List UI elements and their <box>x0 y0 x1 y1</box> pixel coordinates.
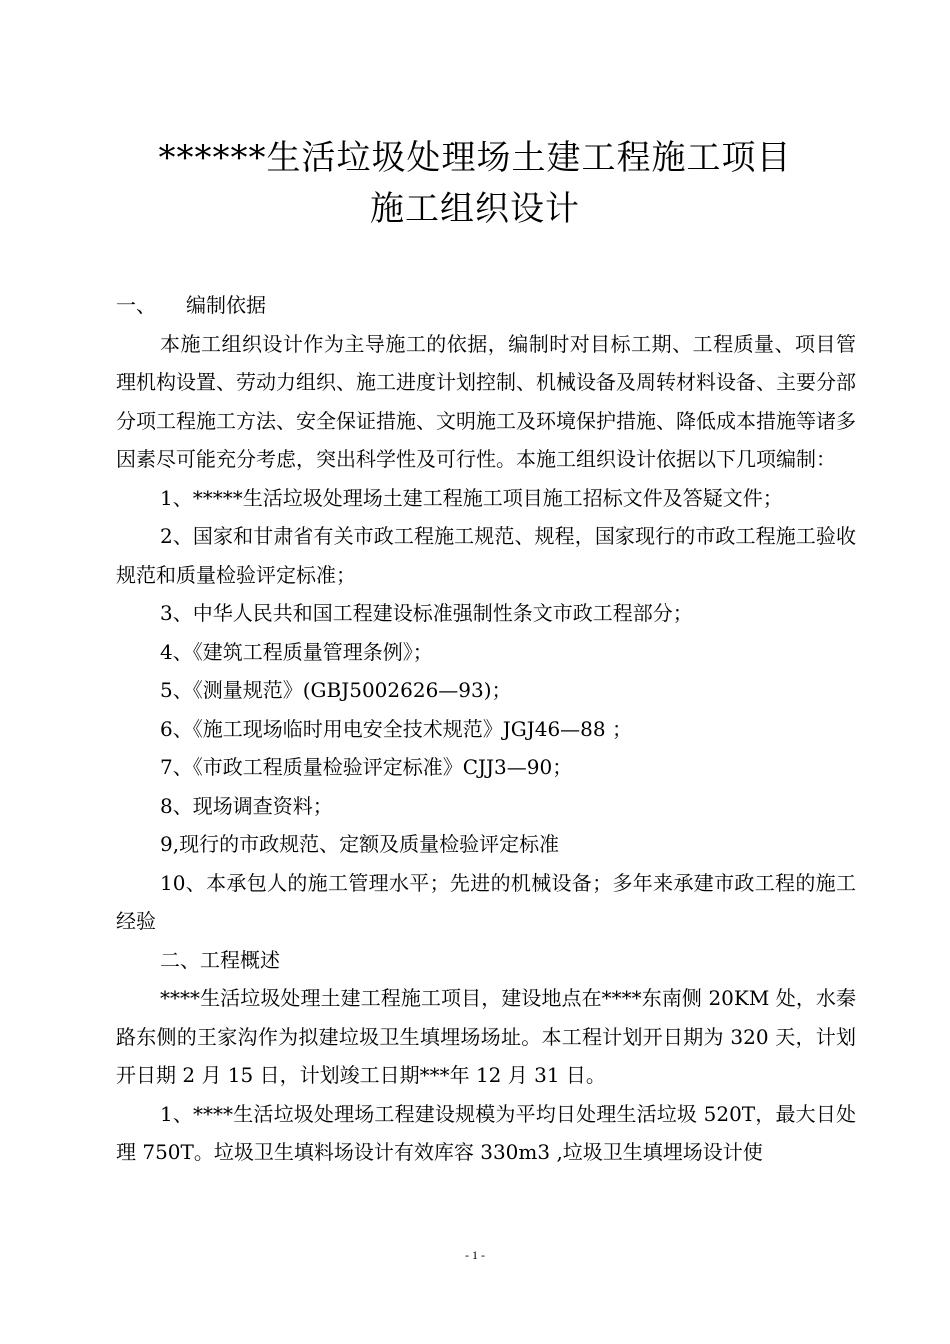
basis-item-9: 9,现行的市政规范、定额及质量检验评定标准 <box>160 832 560 856</box>
overview-item-1: 1、****生活垃圾处理场工程建设规模为平均日处理生活垃圾 520T，最大日处理 750T。垃圾卫生填料场设计有效库容 330m3 ,垃圾卫生填埋场设计使 <box>116 1101 856 1164</box>
overview-paragraph: ****生活垃圾处理土建工程施工项目，建设地点在****东南侧 20KM 处，水秦路东侧的王家沟作为拟建垃圾卫生填埋场场址。本工程计划开日期为 320 天，计划开日期 2 月 15 日，计划竣工日期***年 12 月 31 日。 <box>116 986 856 1087</box>
basis-item-10: 10、本承包人的施工管理水平；先进的机械设备；多年来承建市政工程的施工经验 <box>116 870 856 933</box>
basis-item-1: 1、*****生活垃圾处理场土建工程施工项目施工招标文件及答疑文件； <box>160 485 783 510</box>
basis-item-8: 8、现场调查资料； <box>160 793 333 818</box>
basis-item-4: 4、《建筑工程质量管理条例》； <box>160 639 433 664</box>
page-number: - 1 - <box>465 1248 485 1262</box>
basis-item-2: 2、国家和甘肃省有关市政工程施工规范、规程，国家现行的市政工程施工验收规范和质量检验评定标准； <box>116 524 856 587</box>
section-heading-overview: 二、工程概述 <box>160 947 280 972</box>
section-title: 编制依据 <box>186 293 266 317</box>
document-body <box>116 286 856 1172</box>
basis-item-7: 7、《市政工程质量检验评定标准》CJJ3—90； <box>160 755 573 779</box>
intro-paragraph: 本施工组织设计作为主导施工的依据，编制时对目标工期、工程质量、项目管理机构设置、劳动力组织、施工进度计划控制、机械设备及周转材料设备、主要分部分项工程施工方法、安全保证措施、文明施工及环境保护措施、降低成本措施等诸多因素尽可能充分考虑，突出科学性及可行性。本施工组织设计依据以下几项编制： <box>116 331 856 471</box>
section-heading-basis <box>116 286 856 325</box>
section-number: 一、 <box>116 293 156 317</box>
basis-item-3: 3、中华人民共和国工程建设标准强制性条文市政工程部分； <box>160 601 693 625</box>
document-title-line-1: ******生活垃圾处理场土建工程施工项目 <box>158 138 792 178</box>
basis-item-5: 5、《测量规范》(GBJ5002626—93)； <box>160 678 512 702</box>
document-title-line-2: 施工组织设计 <box>370 189 580 229</box>
basis-item-6: 6、《施工现场临时用电安全技术规范》JGJ46—88 ； <box>160 716 632 741</box>
